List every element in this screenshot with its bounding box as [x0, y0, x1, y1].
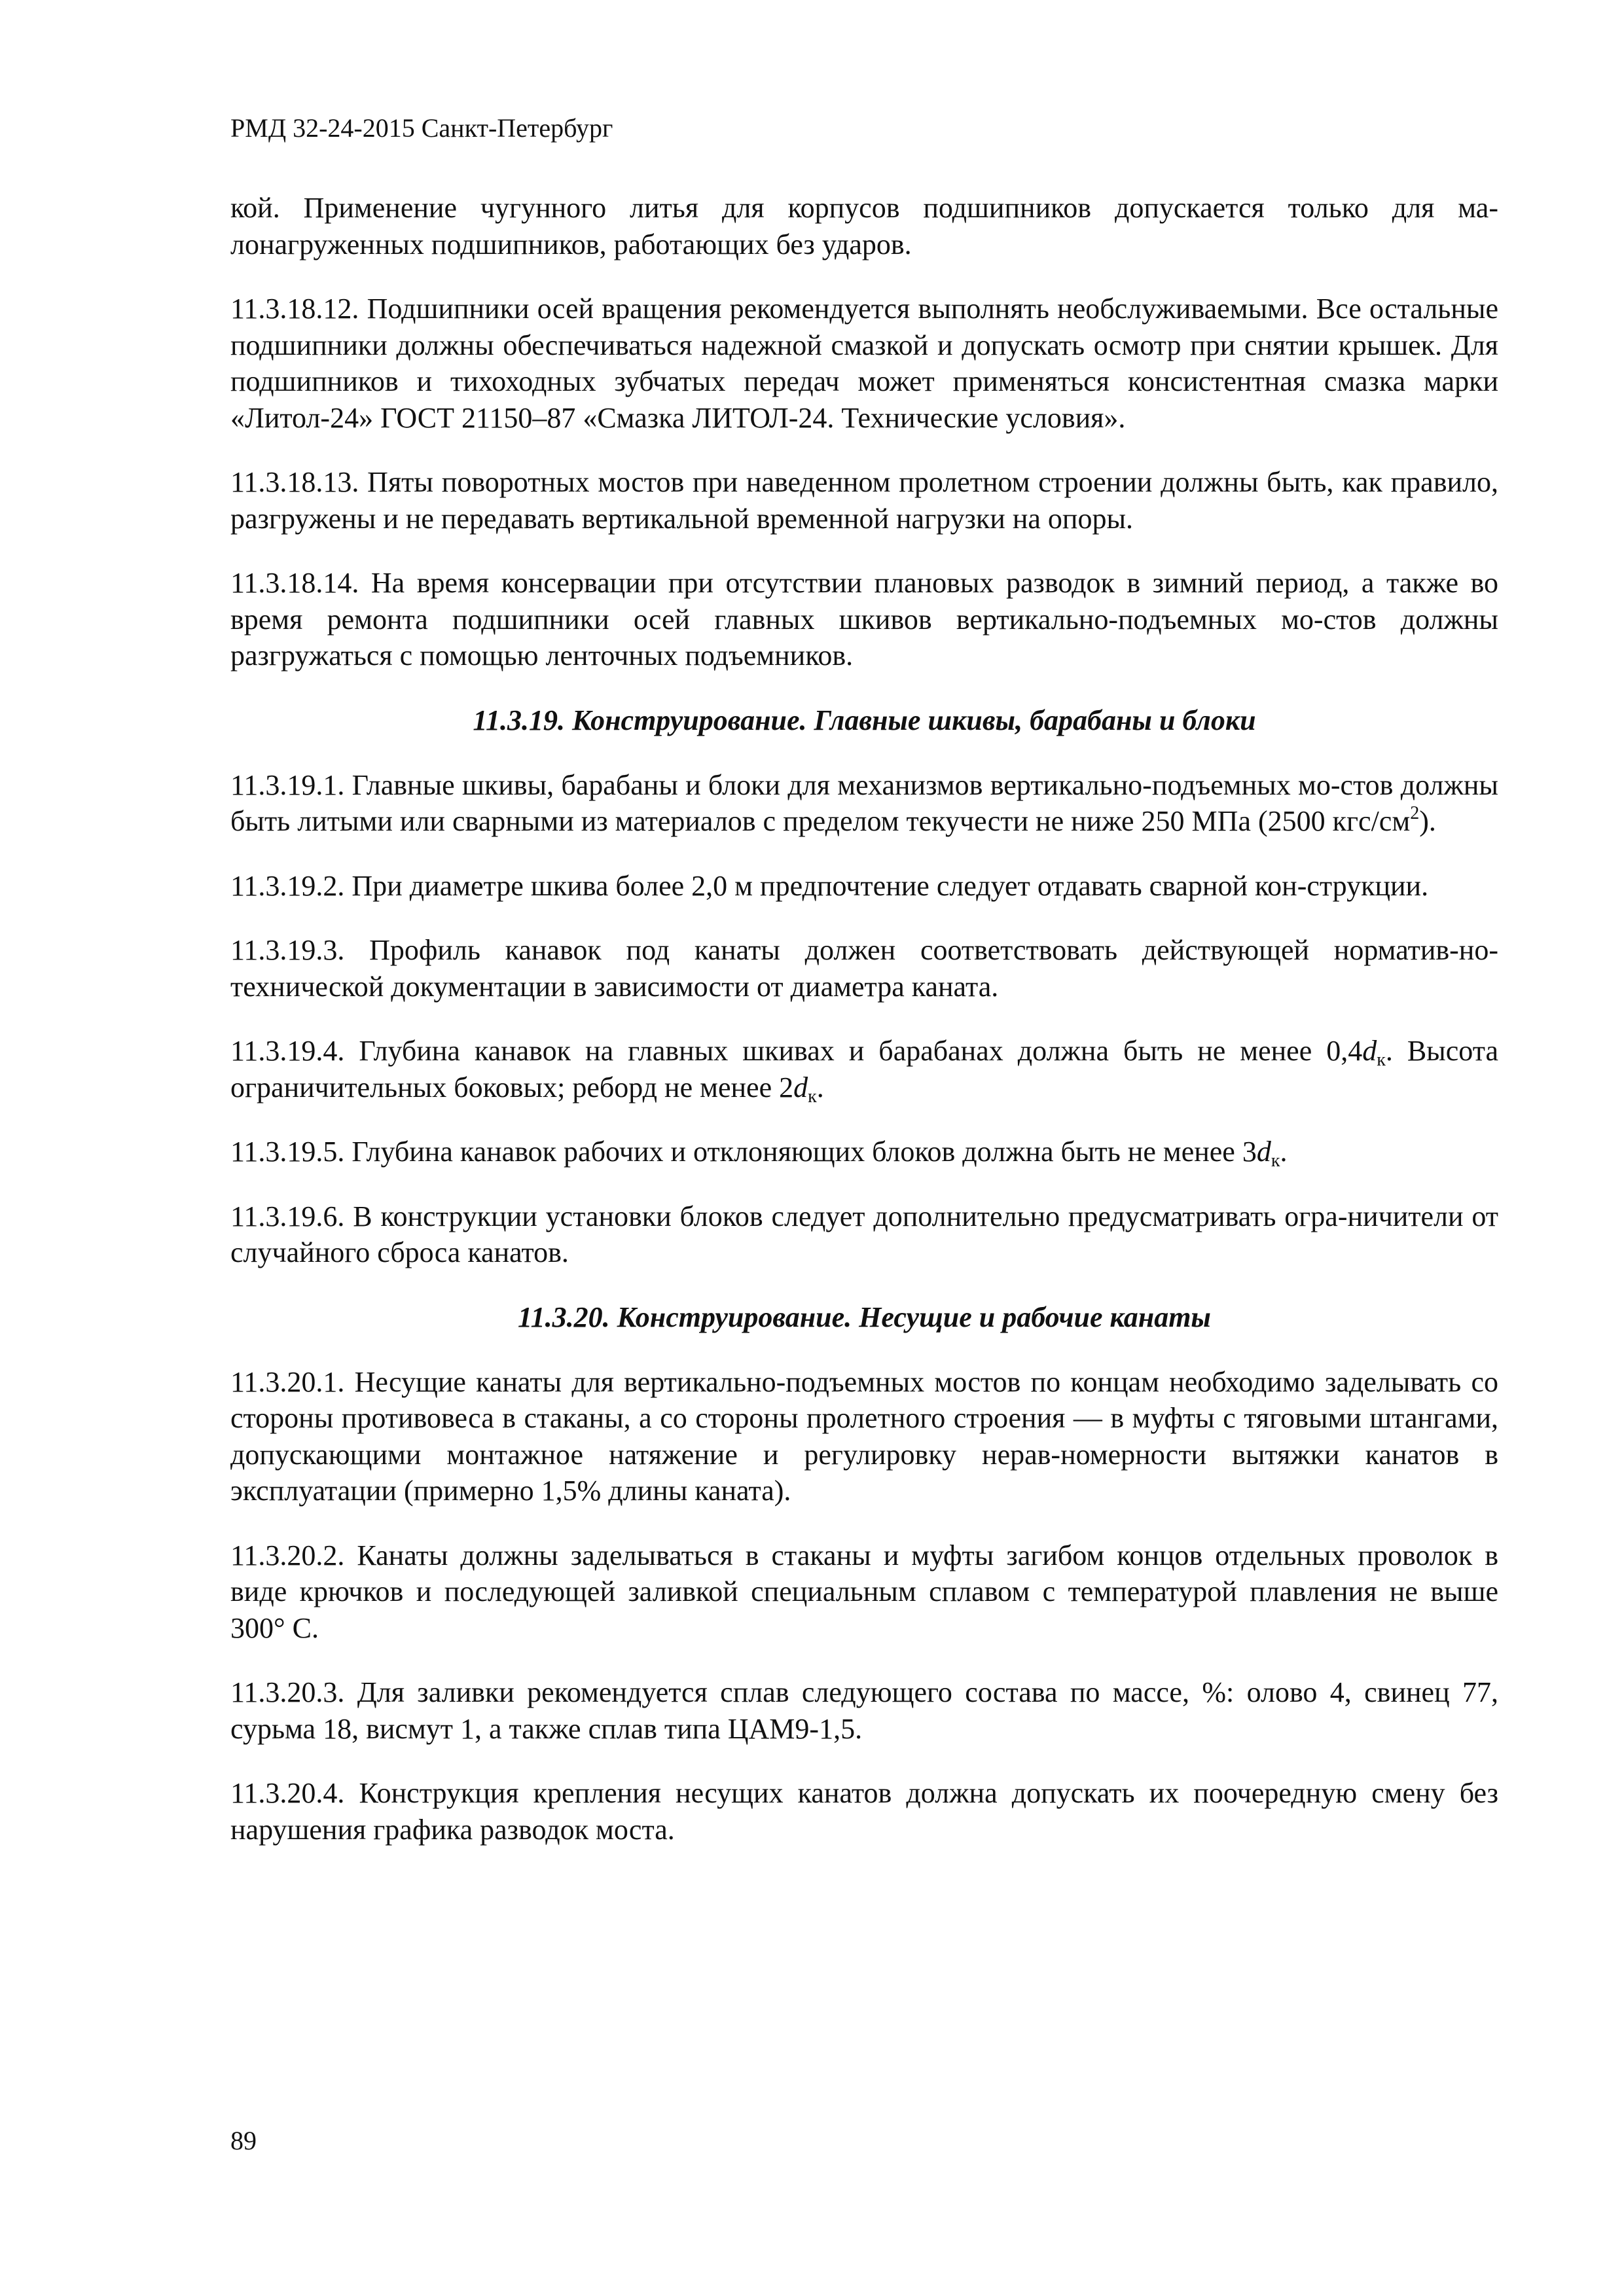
section-heading-11-3-19: 11.3.19. Конструирование. Главные шкивы, барабаны и блоки — [473, 704, 1256, 736]
clause-text-end: . — [816, 1071, 824, 1103]
symbol-d: d — [793, 1071, 808, 1103]
clause-11-3-19-2: 11.3.19.2. При диаметре шкива более 2,0 м предпочтение следует отдавать сварной кон-струкции. — [230, 869, 1429, 902]
clause-11-3-20-3: 11.3.20.3. Для заливки рекомендуется сплав следующего состава по массе, %: олово 4, свинец 77, сурьма 18, висмут 1, а также сплав типа ЦАМ9-1,5. — [230, 1676, 1498, 1745]
clause-11-3-19-1 — [230, 767, 1498, 840]
paragraph-continuation: кой. Применение чугунного литья для корпусов подшипников допускается только для ма-лонагруженных подшипников, работающих без ударов. — [230, 192, 1498, 260]
page-body — [230, 190, 1498, 1876]
symbol-d: d — [1256, 1136, 1271, 1168]
subscript: к — [808, 1086, 817, 1107]
clause-11-3-19-3: 11.3.19.3. Профиль канавок под канаты должен соответствовать действующей норматив-но-технической документации в зависимости от диаметра каната. — [230, 934, 1498, 1003]
running-header: РМД 32-24-2015 Санкт-Петербург — [230, 113, 613, 143]
clause-11-3-18-13: 11.3.18.13. Пяты поворотных мостов при наведенном пролетном строении должны быть, как правило, разгружены и не передавать вертикальной временной нагрузки на опоры. — [230, 466, 1498, 535]
clause-text-end: ). — [1419, 805, 1436, 837]
clause-11-3-20-1: 11.3.20.1. Несущие канаты для вертикально-подъемных мостов по концам необходимо заделывать со стороны противовеса в стаканы, а со стороны пролетного строения — в муфты с тяговыми штангами, допускающими монтажное натяжение и регулировку нерав-номерности вытяжки канатов в эксплуатации (примерно 1,5% длины каната). — [230, 1365, 1498, 1507]
clause-text-end: . — [1280, 1136, 1288, 1168]
clause-11-3-19-4 — [230, 1033, 1498, 1105]
clause-11-3-20-4: 11.3.20.4. Конструкция крепления несущих канатов должна допускать их поочередную смену без нарушения графика разводок моста. — [230, 1777, 1498, 1846]
clause-text: . Высота ограничительных боковых; реборд не менее 2 — [230, 1035, 1498, 1103]
section-heading-11-3-20: 11.3.20. Конструирование. Несущие и рабочие канаты — [518, 1300, 1211, 1333]
clause-11-3-18-12: 11.3.18.12. Подшипники осей вращения рекомендуется выполнять необслуживаемыми. Все остальные подшипники должны обеспечиваться надежной смазкой и допускать осмотр при снятии крышек. Для подшипников и тихоходных зубчатых передач может применяться консистентная смазка марки «Литол-24» ГОСТ 21150–87 «Смазка ЛИТОЛ-24. Технические условия». — [230, 293, 1498, 434]
clause-text: 11.3.19.4. Глубина канавок на главных шкивах и барабанах должна быть не менее 0,4 — [230, 1035, 1363, 1067]
clause-11-3-20-2: 11.3.20.2. Канаты должны заделываться в стаканы и муфты загибом концов отдельных проволок в виде крючков и последующей заливкой специальным сплавом с температурой плавления не выше 300° С. — [230, 1539, 1498, 1644]
clause-11-3-18-14: 11.3.18.14. На время консервации при отсутствии плановых разводок в зимний период, а также во время ремонта подшипники осей главных шкивов вертикально-подъемных мо-стов должны разгружаться с помощью ленточных подъемников. — [230, 567, 1498, 672]
clause-text: 11.3.19.5. Глубина канавок рабочих и отклоняющих блоков должна быть не менее 3 — [230, 1136, 1257, 1168]
subscript: к — [1271, 1151, 1280, 1171]
symbol-d: d — [1362, 1035, 1377, 1067]
superscript: 2 — [1410, 803, 1420, 823]
page-number: 89 — [230, 2126, 257, 2155]
clause-11-3-19-6: 11.3.19.6. В конструкции установки блоков следует дополнительно предусматривать огра-ничители от случайного сброса канатов. — [230, 1200, 1498, 1268]
subscript: к — [1377, 1050, 1386, 1070]
clause-text: 11.3.19.1. Главные шкивы, барабаны и блоки для механизмов вертикально-подъемных мо-стов должны быть литыми или сварными из материалов с пределом текучести не ниже 250 МПа (2500 кгс/см — [230, 768, 1498, 837]
clause-11-3-19-5 — [230, 1134, 1498, 1170]
